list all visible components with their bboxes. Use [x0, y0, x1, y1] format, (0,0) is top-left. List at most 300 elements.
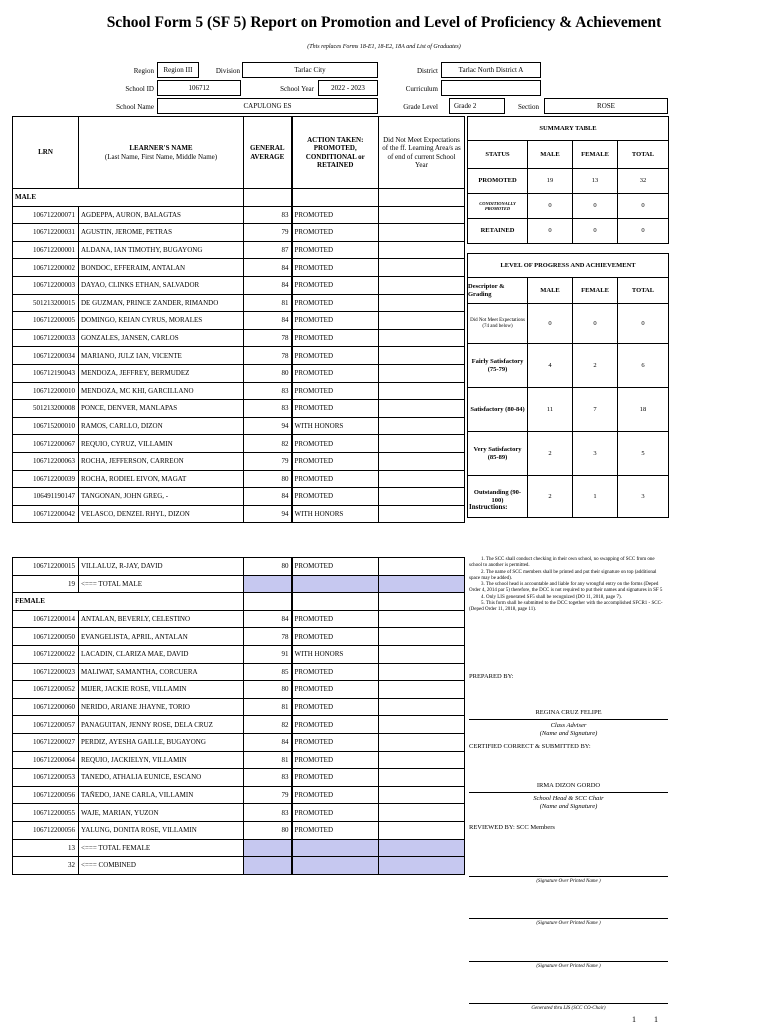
action-taken-cell: PROMOTED — [292, 698, 379, 716]
lrn-cell: 106712200010 — [13, 382, 79, 400]
learner-name-cell: DOMINGO, KEIAN CYRUS, MORALES — [79, 312, 244, 330]
learner-name-cell: PANAGUITAN, JENNY ROSE, DELA CRUZ — [79, 716, 244, 734]
combined-row — [13, 857, 465, 875]
dnme-cell — [379, 452, 465, 470]
table-row[interactable] — [13, 505, 465, 523]
summary-header-row — [468, 141, 669, 169]
lrn-cell: 106712200039 — [13, 470, 79, 488]
dnme-cell — [379, 628, 465, 646]
lrn-cell: 106712200005 — [13, 312, 79, 330]
dnme-cell — [379, 716, 465, 734]
learner-name-cell: AGUSTIN, JEROME, PETRAS — [79, 224, 244, 242]
general-average-cell: 80 — [244, 558, 292, 576]
lrn-cell: 106712200052 — [13, 681, 79, 699]
lrn-cell: 106712200034 — [13, 347, 79, 365]
lrn-cell: 106712200064 — [13, 751, 79, 769]
dnme-cell — [379, 329, 465, 347]
reviewed-label: REVIEWED BY: SCC Members — [469, 824, 555, 831]
action-taken-cell: WITH HONORS — [292, 645, 379, 663]
lrn-cell: 106712200015 — [13, 558, 79, 576]
district-field[interactable]: Tarlac North District A — [441, 62, 541, 78]
progress-header-cell: TOTAL — [618, 278, 669, 304]
action-taken-cell: PROMOTED — [292, 716, 379, 734]
action-taken-cell: PROMOTED — [292, 804, 379, 822]
scc-signature-caption-3: (Signature Over Printed Name ) — [536, 964, 601, 969]
progress-descriptor-cell: Very Satisfactory (85-89) — [468, 432, 528, 476]
lrn-cell: 106712200055 — [13, 804, 79, 822]
page-total: 1 — [654, 1015, 658, 1024]
scc-signature-line-2 — [469, 918, 668, 919]
progress-table — [467, 253, 669, 518]
progress-male-cell: 4 — [528, 344, 573, 388]
progress-total-cell: 18 — [618, 388, 669, 432]
grade-level-label: Grade Level — [403, 103, 438, 111]
learner-name-cell: YALUNG, DONITA ROSE, VILLAMIN — [79, 821, 244, 839]
instruction-item: 5. This form shall be submitted to the DCC together with the accomplished SFCR1 - SCC- (Deped Order 11, 2018, page 11). — [469, 600, 663, 612]
dnme-cell — [379, 681, 465, 699]
table-row[interactable] — [13, 681, 465, 699]
section-field[interactable]: ROSE — [544, 98, 668, 114]
head-name: IRMA DIZON GORDO — [536, 782, 601, 789]
general-average-cell: 84 — [244, 276, 292, 294]
total-female-row — [13, 839, 465, 857]
table-row[interactable] — [13, 628, 465, 646]
general-average-cell: 80 — [244, 821, 292, 839]
lrn-cell: 501213200015 — [13, 294, 79, 312]
general-average-cell: 83 — [244, 400, 292, 418]
table-row[interactable] — [13, 488, 465, 506]
instruction-item: 2. The name of SCC members shall be printed and put their signature on top (additional space may be added). — [469, 569, 657, 581]
table-row[interactable] — [13, 224, 465, 242]
combined-row-action — [292, 857, 379, 875]
general-average-cell: 81 — [244, 294, 292, 312]
male-group-label: MALE — [13, 189, 244, 207]
general-average-cell: 80 — [244, 364, 292, 382]
lrn-cell: 106715200010 — [13, 417, 79, 435]
table-row[interactable] — [13, 610, 465, 628]
total-male-row-dnme — [379, 575, 465, 593]
summary-row — [468, 219, 669, 244]
lrn-cell: 106712200014 — [13, 610, 79, 628]
learner-name-cell: NERIDO, ARIANE JHAYNE, TORIO — [79, 698, 244, 716]
prepared-by-label: PREPARED BY: — [469, 673, 514, 680]
learner-name-cell: DAYAO, CLINKS ETHAN, SALVADOR — [79, 276, 244, 294]
general-average-cell: 78 — [244, 628, 292, 646]
table-row[interactable] — [13, 276, 465, 294]
table-row[interactable] — [13, 206, 465, 224]
table-row[interactable] — [13, 241, 465, 259]
action-taken-cell: PROMOTED — [292, 206, 379, 224]
table-row[interactable] — [13, 329, 465, 347]
progress-row — [468, 304, 669, 344]
school-name-label: School Name — [116, 103, 154, 111]
combined-row-dnme — [379, 857, 465, 875]
division-field[interactable]: Tarlac City — [242, 62, 378, 78]
learner-name-cell: MALIWAT, SAMANTHA, CORCUERA — [79, 663, 244, 681]
learner-name-cell: PONCE, DENVER, MANLAPAS — [79, 400, 244, 418]
scc-signature-caption-1: (Signature Over Printed Name ) — [536, 879, 601, 884]
form-subtitle: (This replaces Forms 18-E1, 18-E2, 18A and List of Graduates) — [307, 44, 461, 50]
table-row[interactable] — [13, 716, 465, 734]
summary-male-cell: 0 — [528, 194, 573, 219]
lrn-cell: 106712200002 — [13, 259, 79, 277]
summary-header-cell: FEMALE — [573, 141, 618, 169]
dnme-cell — [379, 488, 465, 506]
general-average-cell: 80 — [244, 470, 292, 488]
table-row[interactable] — [13, 364, 465, 382]
general-average-cell: 94 — [244, 417, 292, 435]
adviser-signature-line — [469, 719, 668, 720]
learner-name-cell: VILLALUZ, R-JAY, DAVID — [79, 558, 244, 576]
learner-name-cell: LACADIN, CLARIZA MAE, DAVID — [79, 645, 244, 663]
general-average-cell: 91 — [244, 645, 292, 663]
lrn-cell: 106712200022 — [13, 645, 79, 663]
total-female-row-avg — [244, 839, 292, 857]
generated-caption: Generated thru LIS (SCC CO-Chair) — [531, 1006, 606, 1011]
table-row[interactable] — [13, 733, 465, 751]
learner-name-cell: MENDOZA, JEFFREY, BERMUDEZ — [79, 364, 244, 382]
summary-header-cell: TOTAL — [618, 141, 669, 169]
lrn-cell: 106712200067 — [13, 435, 79, 453]
dnme-cell — [379, 610, 465, 628]
action-taken-cell: PROMOTED — [292, 276, 379, 294]
table-row[interactable] — [13, 452, 465, 470]
action-taken-cell: PROMOTED — [292, 663, 379, 681]
general-average-cell: 81 — [244, 751, 292, 769]
lrn-cell: 106712190043 — [13, 364, 79, 382]
general-average-cell: 84 — [244, 733, 292, 751]
total-female-row-label: <=== TOTAL FEMALE — [79, 839, 244, 857]
progress-row — [468, 388, 669, 432]
progress-female-cell: 7 — [573, 388, 618, 432]
action-taken-cell: PROMOTED — [292, 681, 379, 699]
general-average-cell: 79 — [244, 224, 292, 242]
dnme-cell — [379, 294, 465, 312]
learners-table-bottom — [12, 557, 465, 875]
summary-status-cell: RETAINED — [468, 219, 528, 244]
progress-row — [468, 432, 669, 476]
summary-status-cell: CONDITIONALLY PROMOTED — [468, 194, 528, 219]
dnme-cell — [379, 786, 465, 804]
table-row[interactable] — [13, 382, 465, 400]
general-average-cell: 84 — [244, 259, 292, 277]
learner-name-cell: RAMOS, CARLLO, DIZON — [79, 417, 244, 435]
table-row[interactable] — [13, 470, 465, 488]
progress-total-cell: 3 — [618, 476, 669, 518]
instruction-item: 3. The school head is accountable and liable for any wrongful entry on the forms (Deped Order 4, 2014 par 5) therefore, the DCC is not required to put their names and signatures in SF 5 — [469, 582, 663, 594]
dnme-cell — [379, 663, 465, 681]
general-average-cell: 81 — [244, 698, 292, 716]
action-taken-cell: PROMOTED — [292, 241, 379, 259]
summary-male-cell: 19 — [528, 169, 573, 194]
table-row[interactable] — [13, 769, 465, 787]
lrn-header: LRN — [13, 117, 79, 189]
progress-descriptor-cell: Satisfactory (80-84) — [468, 388, 528, 432]
adviser-name: REGINA CRUZ FELIPE — [535, 709, 602, 716]
summary-header-cell: STATUS — [468, 141, 528, 169]
lrn-cell: 106712200003 — [13, 276, 79, 294]
lrn-cell: 106712200001 — [13, 241, 79, 259]
scc-signature-line-4 — [469, 1003, 668, 1004]
action-taken-cell: PROMOTED — [292, 558, 379, 576]
progress-row — [468, 344, 669, 388]
progress-male-cell: 2 — [528, 432, 573, 476]
lrn-cell: 106712200050 — [13, 628, 79, 646]
summary-title: SUMMARY TABLE — [468, 117, 669, 141]
summary-total-cell: 0 — [618, 219, 669, 244]
name-header: LEARNER'S NAME (Last Name, First Name, Middle Name) — [79, 117, 244, 189]
action-taken-cell: PROMOTED — [292, 259, 379, 277]
summary-total-cell: 0 — [618, 194, 669, 219]
instructions-list — [469, 557, 665, 613]
average-header: GENERAL AVERAGE — [244, 117, 292, 189]
progress-total-cell: 0 — [618, 304, 669, 344]
progress-title: LEVEL OF PROGRESS AND ACHIEVEMENT — [468, 254, 669, 278]
table-row[interactable] — [13, 259, 465, 277]
head-signature-line — [469, 792, 668, 793]
learner-name-cell: MARIANO, JULZ IAN, VICENTE — [79, 347, 244, 365]
general-average-cell: 80 — [244, 681, 292, 699]
learners-table-top — [12, 116, 465, 523]
progress-row — [468, 476, 669, 518]
curriculum-label: Curriculum — [405, 85, 438, 93]
action-taken-cell: PROMOTED — [292, 751, 379, 769]
learner-name-cell: GONZALES, JANSEN, CARLOS — [79, 329, 244, 347]
dnme-cell — [379, 417, 465, 435]
dnme-cell — [379, 382, 465, 400]
progress-total-cell: 5 — [618, 432, 669, 476]
action-taken-cell: PROMOTED — [292, 610, 379, 628]
certified-label: CERTIFIED CORRECT & SUBMITTED BY: — [469, 743, 591, 750]
general-average-cell: 79 — [244, 786, 292, 804]
summary-total-cell: 32 — [618, 169, 669, 194]
learner-name-cell: BONDOC, EFFERAIM, ANTALAN — [79, 259, 244, 277]
lrn-cell: 106712200042 — [13, 505, 79, 523]
learner-name-cell: WAJE, MARIAN, YUZON — [79, 804, 244, 822]
action-taken-cell: PROMOTED — [292, 312, 379, 330]
lrn-cell: 106712200027 — [13, 733, 79, 751]
action-header: ACTION TAKEN: PROMOTED, CONDITIONAL or RETAINED — [292, 117, 379, 189]
dnme-cell — [379, 364, 465, 382]
district-label: District — [417, 67, 438, 75]
table-row[interactable] — [13, 294, 465, 312]
general-average-cell: 78 — [244, 329, 292, 347]
scc-signature-line-1 — [469, 876, 668, 877]
instruction-item: 4. Only LIS generated SF5 shall be recognized (DO 11, 2018, page 7). — [481, 594, 622, 600]
dnme-cell — [379, 470, 465, 488]
action-taken-cell: PROMOTED — [292, 470, 379, 488]
learner-name-cell: VELASCO, DENZEL RHYL, DIZON — [79, 505, 244, 523]
total-female-row-dnme — [379, 839, 465, 857]
progress-female-cell: 0 — [573, 304, 618, 344]
progress-header-cell: FEMALE — [573, 278, 618, 304]
action-taken-cell: WITH HONORS — [292, 505, 379, 523]
table-row[interactable] — [13, 786, 465, 804]
learner-name-cell: ALDANA, IAN TIMOTHY, BUGAYONG — [79, 241, 244, 259]
lrn-cell: 106491190147 — [13, 488, 79, 506]
dnme-cell — [379, 769, 465, 787]
table-row[interactable] — [13, 821, 465, 839]
learner-name-cell: ROCHA, JEFFERSON, CARREON — [79, 452, 244, 470]
action-taken-cell: PROMOTED — [292, 821, 379, 839]
learner-name-cell: EVANGELISTA, APRIL, ANTALAN — [79, 628, 244, 646]
region-field[interactable]: Region III — [157, 62, 199, 78]
action-taken-cell: PROMOTED — [292, 435, 379, 453]
table-row[interactable] — [13, 435, 465, 453]
female-group-dnme — [379, 593, 465, 611]
summary-status-cell: PROMOTED — [468, 169, 528, 194]
progress-descriptor-cell: Did Not Meet Expectations (74 and below) — [468, 304, 528, 344]
total-male-row — [13, 575, 465, 593]
table-row[interactable] — [13, 347, 465, 365]
table-row[interactable] — [13, 804, 465, 822]
summary-row — [468, 194, 669, 219]
learner-name-cell: ANTALAN, BEVERLY, CELESTINO — [79, 610, 244, 628]
dnme-cell — [379, 733, 465, 751]
progress-male-cell: 11 — [528, 388, 573, 432]
summary-female-cell: 0 — [573, 194, 618, 219]
action-taken-cell: PROMOTED — [292, 347, 379, 365]
dnme-cell — [379, 400, 465, 418]
dnme-cell — [379, 505, 465, 523]
learner-name-cell: REQUIO, JACKIELYN, VILLAMIN — [79, 751, 244, 769]
total-male-row-avg — [244, 575, 292, 593]
general-average-cell: 83 — [244, 804, 292, 822]
action-taken-cell: WITH HONORS — [292, 417, 379, 435]
learner-name-cell: MENDOZA, MC KHI, GARCILLANO — [79, 382, 244, 400]
action-taken-cell: PROMOTED — [292, 382, 379, 400]
scc-signature-line-3 — [469, 961, 668, 962]
school-id-field[interactable]: 106712 — [157, 80, 241, 96]
dnme-cell — [379, 698, 465, 716]
lrn-cell: 501213200008 — [13, 400, 79, 418]
lrn-cell: 106712200033 — [13, 329, 79, 347]
lrn-cell: 106712200071 — [13, 206, 79, 224]
region-label: Region — [133, 67, 154, 75]
section-label: Section — [518, 103, 539, 111]
curriculum-field[interactable] — [441, 80, 541, 96]
progress-female-cell: 3 — [573, 432, 618, 476]
action-taken-cell: PROMOTED — [292, 786, 379, 804]
dnme-cell — [379, 645, 465, 663]
table-row[interactable] — [13, 312, 465, 330]
lrn-cell: 106712200031 — [13, 224, 79, 242]
division-label: Division — [215, 67, 240, 75]
action-taken-cell: PROMOTED — [292, 364, 379, 382]
table-row[interactable] — [13, 645, 465, 663]
general-average-cell: 82 — [244, 435, 292, 453]
lrn-cell: 106712200056 — [13, 821, 79, 839]
general-average-cell: 87 — [244, 241, 292, 259]
general-average-cell: 83 — [244, 206, 292, 224]
learner-name-cell: MIJER, JACKIE ROSE, VILLAMIN — [79, 681, 244, 699]
lrn-cell: 106712200060 — [13, 698, 79, 716]
action-taken-cell: PROMOTED — [292, 488, 379, 506]
learner-name-cell: ROCHA, RODIEL EIVON, MAGAT — [79, 470, 244, 488]
action-taken-cell: PROMOTED — [292, 224, 379, 242]
summary-table — [467, 116, 669, 244]
action-taken-cell: PROMOTED — [292, 733, 379, 751]
general-average-cell: 83 — [244, 769, 292, 787]
lrn-cell: 106712200053 — [13, 769, 79, 787]
adviser-role: Class Adviser (Name and Signature) — [539, 722, 598, 738]
learner-name-cell: DE GUZMAN, PRINCE ZANDER, RIMANDO — [79, 294, 244, 312]
form-title: School Form 5 (SF 5) Report on Promotion and Level of Proficiency & Achievement — [106, 14, 662, 31]
action-taken-cell: PROMOTED — [292, 400, 379, 418]
action-taken-cell: PROMOTED — [292, 452, 379, 470]
general-average-cell: 82 — [244, 716, 292, 734]
progress-male-cell: 0 — [528, 304, 573, 344]
combined-row-label: <=== COMBINED — [79, 857, 244, 875]
head-role: School Head & SCC Chair (Name and Signature) — [533, 795, 604, 811]
dnme-cell — [379, 347, 465, 365]
action-taken-cell: PROMOTED — [292, 294, 379, 312]
table-row[interactable] — [13, 751, 465, 769]
learner-name-cell: TANGONAN, JOHN GREG, - — [79, 488, 244, 506]
total-female-row-count: 13 — [13, 839, 79, 857]
female-group-action — [292, 593, 379, 611]
progress-header-cell: MALE — [528, 278, 573, 304]
combined-row-avg — [244, 857, 292, 875]
progress-total-cell: 6 — [618, 344, 669, 388]
action-taken-cell: PROMOTED — [292, 769, 379, 787]
summary-header-cell: MALE — [528, 141, 573, 169]
general-average-cell: 78 — [244, 347, 292, 365]
dnme-cell — [379, 558, 465, 576]
dnme-cell — [379, 804, 465, 822]
lrn-cell: 106712200057 — [13, 716, 79, 734]
lrn-cell: 106712200063 — [13, 452, 79, 470]
general-average-cell: 85 — [244, 663, 292, 681]
lrn-cell: 106712200023 — [13, 663, 79, 681]
dnme-cell — [379, 821, 465, 839]
grade-level-field[interactable]: Grade 2 — [449, 98, 505, 114]
school-year-field[interactable]: 2022 - 2023 — [318, 80, 378, 96]
general-average-cell: 83 — [244, 382, 292, 400]
learner-name-cell: REQUIO, CYRUZ, VILLAMIN — [79, 435, 244, 453]
female-group — [13, 593, 465, 611]
table-row[interactable] — [13, 400, 465, 418]
summary-female-cell: 13 — [573, 169, 618, 194]
dnme-cell — [379, 206, 465, 224]
total-male-row-label: <=== TOTAL MALE — [79, 575, 244, 593]
table-row[interactable] — [13, 663, 465, 681]
general-average-cell: 84 — [244, 610, 292, 628]
general-average-cell: 94 — [244, 505, 292, 523]
table-row[interactable] — [13, 417, 465, 435]
general-average-cell: 84 — [244, 312, 292, 330]
learner-name-cell: PERDIZ, AYESHA GAILLE, BUGAYONG — [79, 733, 244, 751]
progress-descriptor-cell: Fairly Satisfactory (75-79) — [468, 344, 528, 388]
summary-female-cell: 0 — [573, 219, 618, 244]
learner-name-cell: TAÑEDO, JANE CARLA, VILLAMIN — [79, 786, 244, 804]
total-male-row-count: 19 — [13, 575, 79, 593]
dnme-cell — [379, 224, 465, 242]
table-row[interactable] — [13, 698, 465, 716]
summary-row — [468, 169, 669, 194]
action-taken-cell: PROMOTED — [292, 329, 379, 347]
dnme-cell — [379, 276, 465, 294]
total-male-row-action — [292, 575, 379, 593]
instructions-title: Instructions: — [469, 503, 508, 511]
progress-female-cell: 1 — [573, 476, 618, 518]
total-female-row-action — [292, 839, 379, 857]
school-name-field[interactable]: CAPULONG ES — [157, 98, 378, 114]
general-average-cell: 79 — [244, 452, 292, 470]
dnme-cell — [379, 259, 465, 277]
action-taken-cell: PROMOTED — [292, 628, 379, 646]
table-row[interactable] — [13, 558, 465, 576]
